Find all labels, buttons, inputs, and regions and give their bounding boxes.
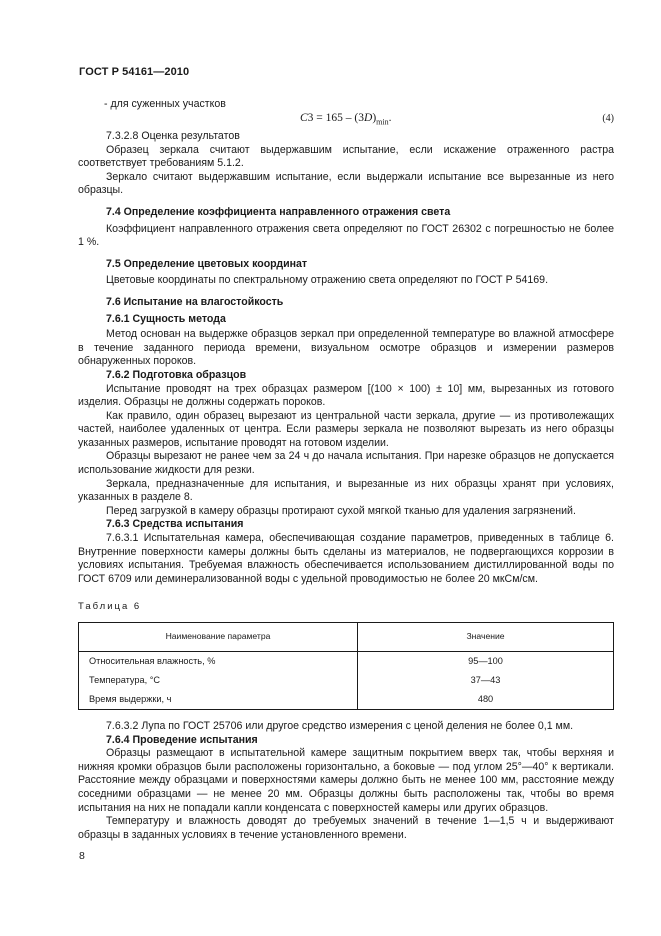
section-7-6-4-title: 7.6.4 Проведение испытания — [106, 733, 258, 746]
document-header: ГОСТ Р 54161—2010 — [79, 66, 190, 78]
formula-number: (4) — [602, 113, 614, 124]
table-cell: Температура, °С — [79, 671, 358, 690]
table-cell: Время выдержки, ч — [79, 690, 358, 710]
parameters-table — [78, 622, 614, 710]
section-7-6-1-title: 7.6.1 Сущность метода — [106, 312, 226, 325]
section-7-3-2-8-title: 7.3.2.8 Оценка результатов — [106, 130, 240, 142]
table-header-parameter: Наименование параметра — [79, 623, 358, 652]
table-cell: 480 — [358, 690, 614, 710]
table-row — [79, 690, 614, 710]
paragraph: 7.6.3.1 Испытательная камера, обеспечивающая создание параметров, приведенных в таблице 6. Внутренние поверхности камеры должны быть сделаны из материалов, не подвергающихся коррозии в условиях испытания. Требуемая влажность обеспечивается использованием дистиллированной воды по ГОСТ 6709 или деминерализованной воды с удельной проводимостью не более 20 мкСм/см. — [78, 532, 614, 585]
formula-subscript: min — [376, 117, 389, 127]
paragraph: Образцы вырезают не ранее чем за 24 ч до начала испытания. При нарезке образцов не допускается использование жидкости для резки. — [78, 450, 614, 477]
table-cell: 37—43 — [358, 671, 614, 690]
table-header-value: Значение — [358, 623, 614, 652]
formula-end: . — [388, 112, 392, 124]
section-7-6-title: 7.6 Испытание на влагостойкость — [106, 295, 284, 308]
formula-lhs: C — [300, 112, 308, 124]
list-item-narrow-sections: - для суженных участков — [104, 98, 226, 110]
paragraph: Температуру и влажность доводят до требуемых значений в течение 1—1,5 ч и выдерживают образцы в заданных условиях в течение установленного времени. — [78, 815, 614, 841]
paragraph: Образцы размещают в испытательной камере защитным покрытием вверх так, чтобы верхняя и нижняя кромки образцов были расположены горизонтально, а боковые — под углом 25°—40° к вертикали. Расстояние между образцами и поверхностями камеры должно быть не менее 100 мм, расстояние между соседними образцами — не менее 20 мм. Образцы должны быть расположены так, чтобы во время испытания на них не попадали капли конденсата с поверхностей камеры или других образцов. — [78, 747, 614, 814]
table-cell: 95—100 — [358, 652, 614, 672]
paragraph: Метод основан на выдержке образцов зеркал при определенной температуре во влажной атмосфере в течение заданного периода времени, визуальном осмотре образцов и измерении размеров обнаруженных пороков. — [78, 328, 614, 368]
section-7-4-title: 7.4 Определение коэффициента направленного отражения света — [106, 205, 451, 218]
paragraph: Испытание проводят на трех образцах размером [(100 × 100) ± 10] мм, вырезанных из готового изделия. Образцы не должны содержать пороков. — [78, 382, 614, 409]
paragraph: Как правило, один образец вырезают из центральной части зеркала, другие — из противолежащих частей, наиболее удаленных от центра. Если размеры зеркала не позволяют вырезать из него образцы указанных размеров, испытание проводят на готовом изделии. — [78, 409, 614, 449]
table-caption: Таблица 6 — [78, 601, 142, 613]
section-7-5-title: 7.5 Определение цветовых координат — [106, 257, 308, 270]
formula-lhs-digit: 3 — [307, 112, 314, 124]
page-number: 8 — [79, 850, 85, 862]
formula-rhs-post: ) — [372, 112, 377, 124]
paragraph: Зеркало считают выдержавшим испытание, если выдержали испытание все вырезанные из него образцы. — [78, 170, 614, 197]
table-cell: Относительная влажность, % — [79, 652, 358, 672]
table-row — [79, 652, 614, 672]
paragraph: Перед загрузкой в камеру образцы протирают сухой мягкой тканью для удаления загрязнений. — [106, 504, 576, 517]
paragraph: Образец зеркала считают выдержавшим испытание, если искажение отраженного растра соответствует требованиям 5.1.2. — [78, 143, 614, 170]
paragraph: Зеркала, предназначенные для испытания, и вырезанные из них образцы хранят при условиях, указанных в разделе 8. — [78, 477, 614, 504]
formula-block — [78, 98, 614, 128]
paragraph: 7.6.3.2 Лупа по ГОСТ 25706 или другое средство измерения с ценой деления не более 0,1 мм. — [106, 720, 574, 732]
section-7-6-3-title: 7.6.3 Средства испытания — [106, 518, 244, 531]
page-content — [78, 130, 614, 842]
formula-expression — [300, 112, 391, 129]
formula-rhs-pre: = 165 – (3 — [313, 112, 364, 124]
paragraph: Коэффициент направленного отражения света определяют по ГОСТ 26302 с погрешностью не более 1 %. — [78, 222, 614, 249]
section-7-6-2-title: 7.6.2 Подготовка образцов — [106, 368, 247, 381]
paragraph: Цветовые координаты по спектральному отражению света определяют по ГОСТ Р 54169. — [106, 274, 549, 287]
table-row — [79, 671, 614, 690]
table-header-row — [79, 623, 614, 652]
formula-variable: D — [364, 112, 373, 124]
